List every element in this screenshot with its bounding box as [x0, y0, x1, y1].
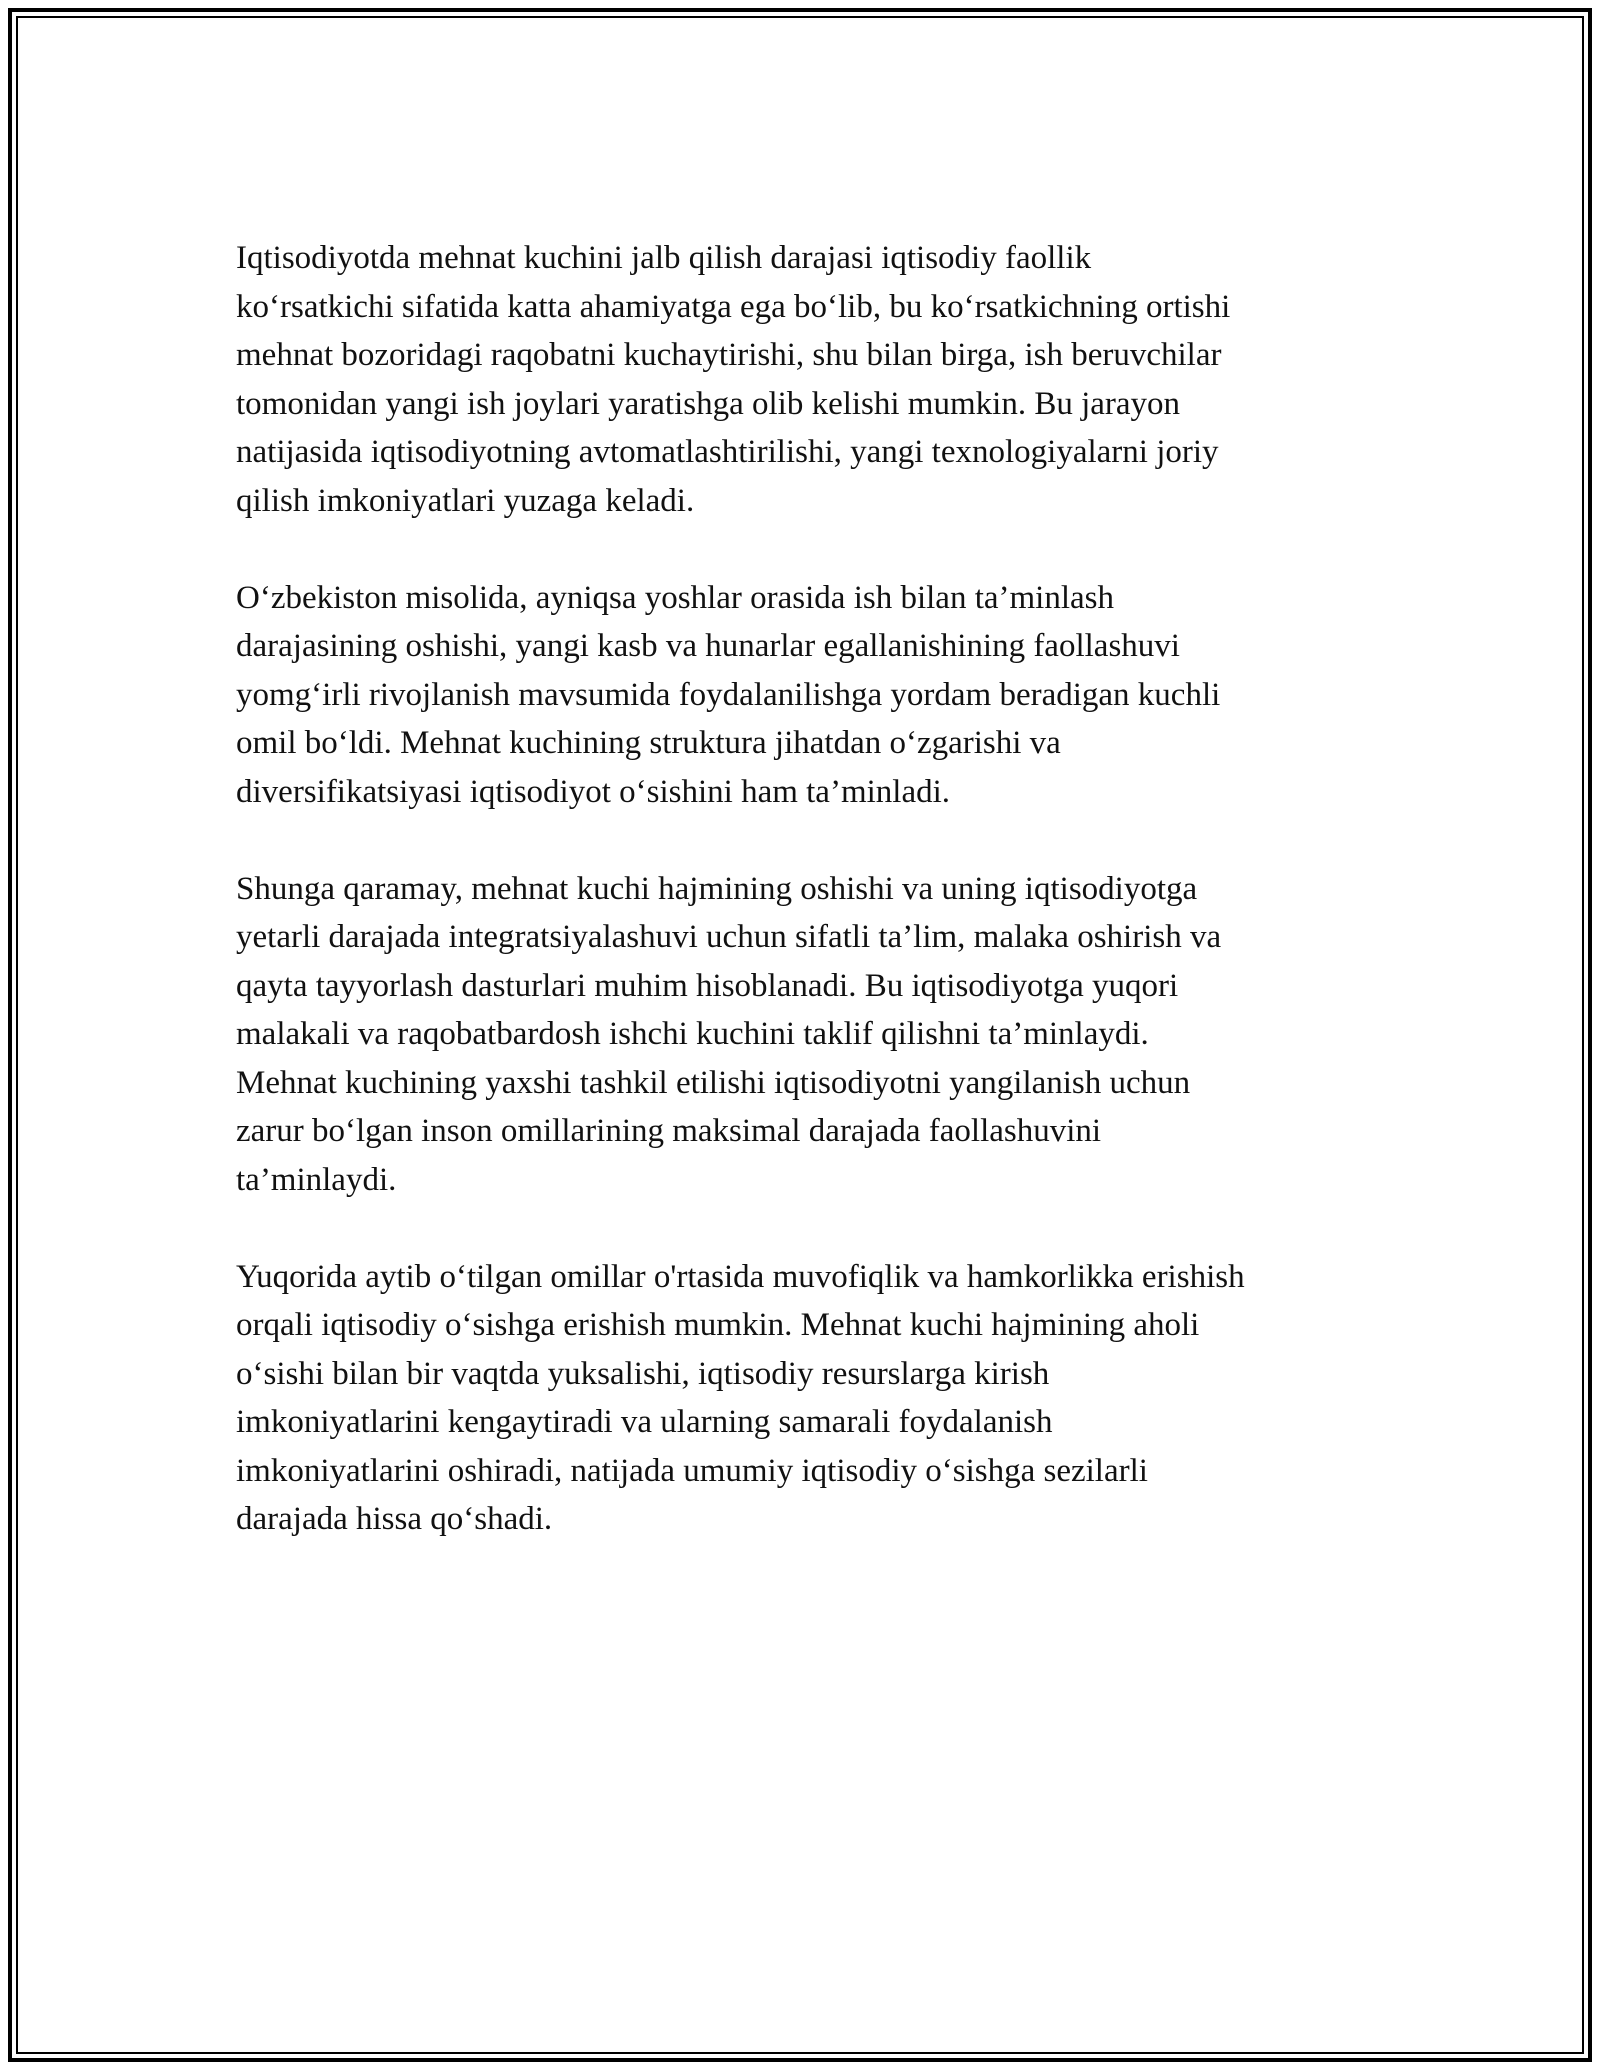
- paragraph-1: Iqtisodiyotda mehnat kuchini jalb qilish darajasi iqtisodiy faollik koʻrsatkichi sifatida katta ahamiyatga ega boʻlib, bu koʻrsatkichning ortishi mehnat bozoridagi raqobatni kuchaytirishi, shu bilan birga, ish beruvchilar tomonidan yangi ish joylari yaratishga olib kelishi mumkin. Bu jarayon natijasida iqtisodiyotning avtomatlashtirilishi, yangi texnologiyalarni joriy qilish imkoniyatlari yuzaga keladi.: [236, 240, 1231, 519]
- paragraph-3: Shunga qaramay, mehnat kuchi hajmining oshishi va uning iqtisodiyotga yetarli darajada integratsiyalashuvi uchun sifatli ta’lim, malaka oshirish va qayta tayyorlash dasturlari muhim hisoblanadi. Bu iqtisodiyotga yuqori malakali va raqobatbardosh ishchi kuchini taklif qilishni ta’minlaydi. Mehnat kuchining yaxshi tashkil etilishi iqtisodiyotni yangilanish uchun zarur boʻlgan inson omillarining maksimal darajada faollashuvini ta’minlaydi.: [236, 870, 1222, 1198]
- paragraph-4: Yuqorida aytib oʻtilgan omillar o'rtasida muvofiqlik va hamkorlikka erishish orqali iqtisodiy oʻsishga erishish mumkin. Mehnat kuchi hajmining aholi oʻsishi bilan bir vaqtda yuksalishi, iqtisodiy resurslarga kirish imkoniyatlarini kengaytiradi va ularning samarali foydalanish imkoniyatlarini oshiradi, natijada umumiy iqtisodiy oʻsishga sezilarli darajada hissa qoʻshadi.: [236, 1258, 1245, 1537]
- paragraph-2: Oʻzbekiston misolida, ayniqsa yoshlar orasida ish bilan ta’minlash darajasining oshishi, yangi kasb va hunarlar egallanishining faollashuvi yomgʻirli rivojlanish mavsumida foydalanilishga yordam beradigan kuchli omil boʻldi. Mehnat kuchining struktura jihatdan oʻzgarishi va diversifikatsiyasi iqtisodiyot oʻsishini ham ta’minladi.: [236, 579, 1221, 810]
- document-body: [236, 234, 1386, 1592]
